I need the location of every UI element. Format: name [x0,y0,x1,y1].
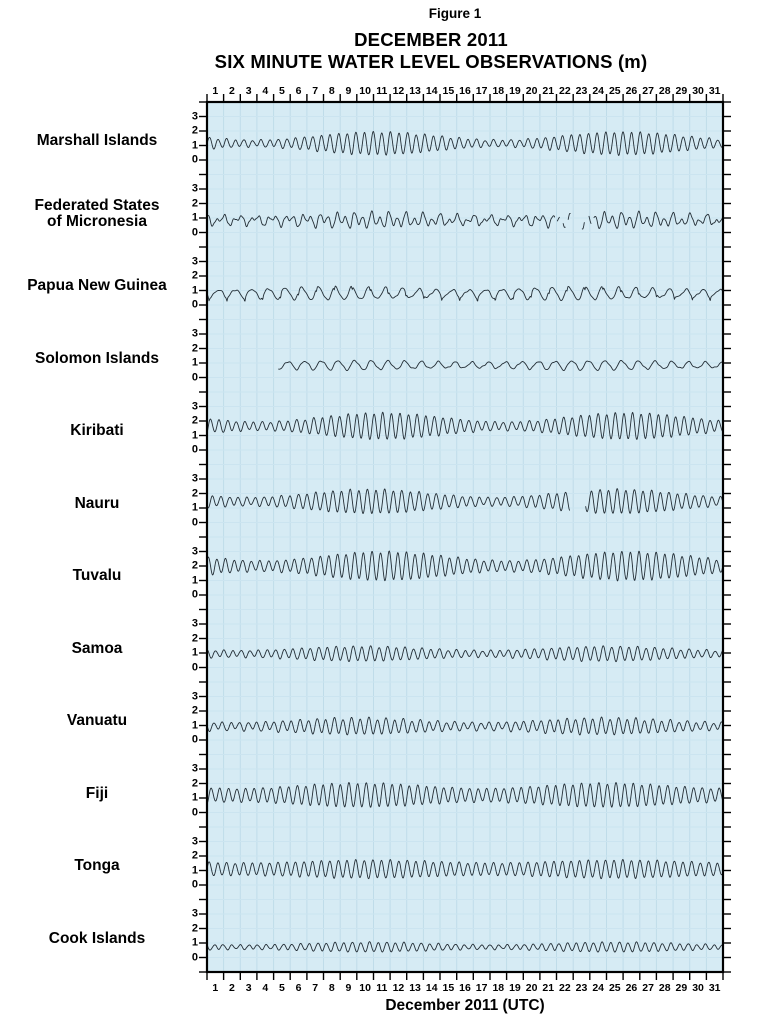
station-label-tonga [2,858,192,874]
station-label-line: Tuvalu [72,567,122,584]
bottom-axis-day-label: 16 [459,982,471,994]
y-tick-label: 1 [191,284,198,296]
top-axis-day-label: 14 [425,85,438,97]
station-label-solomon-islands [2,351,192,367]
y-tick-label: 2 [191,849,198,862]
y-tick-label: 0 [191,443,198,456]
y-tick-label: 3 [191,472,198,485]
top-axis-day-label: 20 [525,85,538,97]
y-tick-label: 1 [191,864,198,876]
top-axis-day-label: 10 [359,85,371,97]
bottom-axis-day-label: 30 [692,982,704,994]
top-axis-day-label: 19 [509,85,521,97]
bottom-axis-day-label: 31 [708,982,721,994]
y-tick-label: 2 [191,559,198,572]
y-tick-label: 3 [191,617,198,630]
bottom-axis-day-label: 14 [425,982,438,994]
y-tick-label: 2 [191,414,198,427]
top-axis-day-label: 12 [392,85,405,97]
station-label-line: Federated States [34,196,160,214]
bottom-axis-day-label: 15 [442,982,455,994]
y-tick-label: 1 [191,356,198,369]
chart-title-month: DECEMBER 2011 [354,29,508,50]
station-label-line: Kiribati [70,422,124,439]
top-axis-day-label: 23 [575,85,588,97]
y-tick-label: 2 [191,124,198,137]
station-label-fiji [2,786,192,802]
top-axis-day-label: 11 [376,85,388,97]
y-tick-label: 0 [191,733,198,746]
station-label-marshall-islands [2,133,192,149]
bottom-axis-day-label: 19 [509,982,521,994]
top-axis-day-label: 17 [475,85,488,97]
bottom-axis-day-label: 2 [229,982,235,994]
y-tick-label: 3 [191,762,198,775]
top-axis-day-label: 24 [592,85,604,97]
x-axis-label: December 2011 (UTC) [385,997,545,1014]
station-label-line: Tonga [74,857,120,874]
bottom-axis-day-label: 26 [625,982,638,994]
top-axis-day-label: 2 [229,85,235,97]
y-tick-label: 3 [191,110,198,122]
top-axis-day-label: 18 [492,85,505,97]
bottom-axis-day-label: 13 [409,982,421,994]
station-label-vanuatu [2,713,192,729]
bottom-axis-day-label: 29 [675,982,688,994]
top-axis-day-label: 15 [442,85,455,97]
y-tick-label: 0 [191,153,198,166]
y-tick-label: 0 [191,298,198,311]
bottom-axis-day-label: 17 [475,982,488,994]
top-axis-day-label: 1 [212,85,219,97]
y-tick-label: 1 [191,211,198,224]
y-tick-label: 2 [191,269,198,282]
y-tick-label: 2 [191,487,198,499]
y-tick-label: 3 [191,690,198,702]
y-tick-label: 3 [191,182,198,195]
y-tick-label: 0 [191,371,198,383]
bottom-axis-day-label: 23 [575,982,588,994]
bottom-axis-day-label: 3 [245,982,252,994]
y-tick-label: 1 [191,501,198,514]
top-axis-day-label: 27 [642,85,654,97]
top-axis-day-label: 28 [658,85,671,97]
y-tick-label: 1 [191,719,198,731]
bottom-axis-day-label: 1 [212,982,219,994]
y-tick-label: 0 [191,588,198,601]
bottom-axis-day-label: 12 [392,982,405,994]
y-tick-label: 3 [191,835,198,847]
station-label-samoa [2,641,192,657]
bottom-axis-day-label: 18 [492,982,505,994]
top-axis-day-label: 22 [559,85,571,97]
y-tick-label: 1 [191,429,198,441]
y-tick-label: 0 [191,226,198,238]
bottom-axis-day-label: 11 [376,982,388,994]
bottom-axis-day-label: 4 [262,982,269,994]
top-axis-day-label: 8 [328,85,335,97]
bottom-axis-day-label: 27 [642,982,654,994]
station-label-tuvalu [2,568,192,584]
top-axis-day-label: 31 [708,85,721,97]
top-axis-day-label: 21 [542,85,555,97]
top-axis-day-label: 30 [692,85,704,97]
bottom-axis-day-label: 21 [542,982,555,994]
station-label-line: Cook Islands [48,929,146,947]
bottom-axis-day-label: 7 [312,982,319,994]
bottom-axis-day-label: 25 [608,982,621,994]
y-tick-label: 0 [191,516,198,528]
station-label-line: Solomon Islands [34,349,159,367]
chart-title-main: SIX MINUTE WATER LEVEL OBSERVATIONS (m) [214,51,648,72]
bottom-axis-day-label: 6 [295,982,302,994]
bottom-axis-day-label: 10 [359,982,371,994]
y-tick-label: 3 [191,545,198,557]
y-tick-label: 0 [191,878,198,891]
station-label-line: Marshall Islands [36,132,158,149]
top-axis-day-label: 9 [345,85,352,97]
top-axis-day-label: 26 [625,85,638,97]
station-label-line: Fiji [85,784,109,802]
top-axis-day-label: 25 [608,85,621,97]
y-tick-label: 2 [191,777,198,789]
y-tick-label: 1 [191,936,198,949]
y-tick-label: 2 [191,197,198,209]
top-axis-day-label: 7 [312,85,319,97]
station-label-line: of Micronesia [47,212,147,230]
station-label-federated-states-of-micronesia [2,198,192,230]
y-tick-label: 3 [191,400,198,412]
y-tick-label: 2 [191,342,198,354]
station-label-line: Papua New Guinea [27,277,167,294]
y-tick-label: 0 [191,951,198,963]
top-axis-day-label: 5 [278,85,285,97]
y-tick-label: 1 [191,791,198,804]
top-axis-day-label: 3 [245,85,252,97]
station-label-line: Nauru [74,494,120,512]
y-tick-label: 2 [191,922,198,934]
top-axis-day-label: 6 [295,85,302,97]
y-tick-label: 1 [191,139,198,151]
y-tick-label: 3 [191,327,198,340]
top-axis-day-label: 29 [675,85,688,97]
station-label-line: Samoa [71,639,123,657]
station-label-papua-new-guinea [2,278,192,294]
top-axis-day-label: 4 [262,85,269,97]
bottom-axis-day-label: 28 [658,982,671,994]
bottom-axis-day-label: 8 [328,982,335,994]
station-label-line: Vanuatu [66,712,128,729]
y-tick-label: 2 [191,704,198,717]
bottom-axis-day-label: 9 [345,982,352,994]
top-axis-day-label: 13 [409,85,421,97]
y-tick-label: 3 [191,907,198,920]
figure-label: Figure 1 [428,6,482,21]
bottom-axis-day-label: 24 [592,982,604,994]
bottom-axis-day-label: 22 [559,982,571,994]
station-label-cook-islands [2,931,192,947]
y-tick-label: 1 [191,646,198,659]
top-axis-day-label: 16 [459,85,471,97]
station-label-kiribati [2,423,192,439]
y-tick-label: 2 [191,632,198,644]
y-tick-label: 0 [191,661,198,673]
bottom-axis-day-label: 20 [525,982,538,994]
bottom-axis-day-label: 5 [278,982,285,994]
y-tick-label: 0 [191,806,198,818]
y-tick-label: 3 [191,255,198,267]
y-tick-label: 1 [191,574,198,586]
station-label-nauru [2,496,192,512]
